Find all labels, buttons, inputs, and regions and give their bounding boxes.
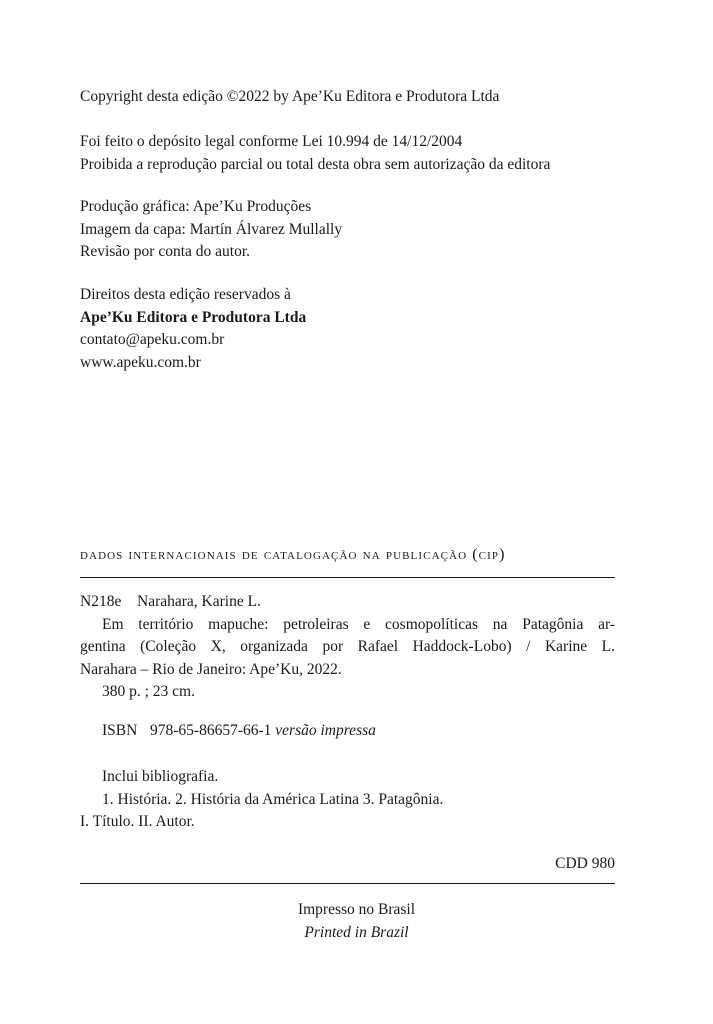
publisher-name: Ape’Ku Editora e Produtora Ltda [80,308,307,326]
copyright-block [80,86,620,109]
rights-block [80,284,620,374]
cip-titles: I. Título. II. Autor. [80,813,195,830]
cip-title-line-1: Em território mapuche: petroleiras e cosmopolíticas na Patagônia ar- [102,615,615,633]
legal-block [80,131,620,176]
cip-main-entry [80,591,615,614]
cover-image-line: Imagem da capa: Martín Álvarez Mullally [80,220,343,238]
website: www.apeku.com.br [80,353,201,371]
legal-deposit-line: Foi feito o depósito legal conforme Lei 10.994 de 14/12/2004 [80,133,463,150]
cip-notes-block [80,766,615,834]
printed-in-pt: Impresso no Brasil [297,901,416,918]
cip-call-number: N218e [80,593,122,610]
cip-isbn-block [80,720,615,743]
printed-in-en: Printed in Brazil [304,923,409,941]
cip-top-rule [80,577,615,578]
cip-bibliography: Inclui bibliografia. [102,768,219,785]
rights-intro: Direitos desta edição reservados à [80,286,291,303]
printed-in-block [0,899,713,944]
cip-heading: dados internacionais de catalogação na publicação (cip) [80,546,506,563]
cip-bottom-rule [80,883,615,884]
copyright-line: Copyright desta edição ©2022 by Ape’Ku Editora e Produtora Ltda [80,88,500,105]
isbn-number: 978-65-86657-66-1 [150,722,272,739]
isbn-label: ISBN [102,722,138,739]
credits-block [80,196,620,264]
cip-author: Narahara, Karine L. [137,593,261,610]
cip-isbn-line [80,720,615,743]
isbn-note: versão impressa [275,722,376,739]
cip-subjects: 1. História. 2. História da América Latina 3. Patagônia. [102,790,444,808]
cip-physical: 380 p. ; 23 cm. [102,683,195,700]
cip-title-line-3: Narahara – Rio de Janeiro: Ape’Ku, 2022. [80,660,342,678]
cip-record [80,591,615,704]
reproduction-notice-line: Proibida a reprodução parcial ou total desta obra sem autorização da editora [80,155,551,173]
contact-email: contato@apeku.com.br [80,331,225,348]
cip-title-line-2: gentina (Coleção X, organizada por Rafael Haddock-Lobo) / Karine L. [80,638,615,655]
revision-line: Revisão por conta do autor. [80,243,251,260]
graphic-production-line: Produção gráfica: Ape’Ku Produções [80,198,312,215]
cip-cdd: CDD 980 [555,855,615,872]
